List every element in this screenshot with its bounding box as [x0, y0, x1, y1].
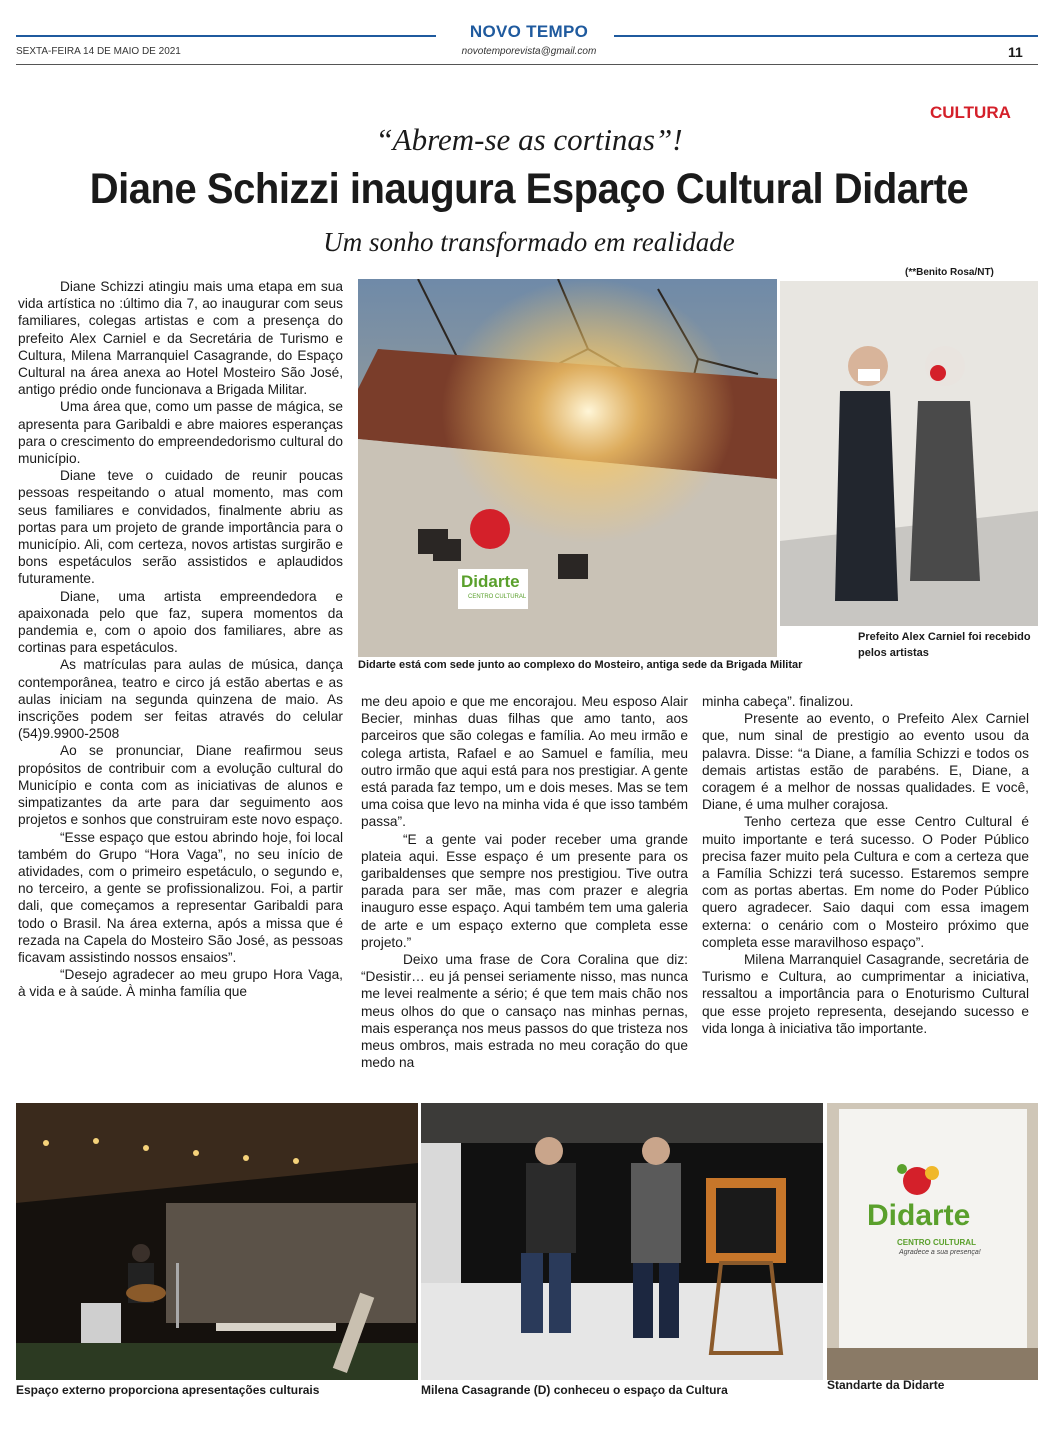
article-column-1: [18, 278, 343, 1001]
outdoor-photo: [16, 1103, 418, 1380]
article-column-2: [361, 693, 688, 1071]
banner-brand-text: Didarte: [867, 1199, 971, 1232]
paragraph: “E a gente vai poder receber uma grande plateia aqui. Esse espaço é um presente para os garibaldenses que sempre nos prestigiou. Tive outra parada para ser mãe, mas com prazer e alegria inauguro esse espaço. Aqui também tem uma galeria de arte e um espaço externo que completa esse projeto.”: [361, 831, 688, 950]
page-number: 11: [1008, 44, 1023, 60]
outdoor-photo-illustration: [16, 1103, 418, 1380]
article-column-3: [702, 693, 1029, 1037]
paragraph: me deu apoio e que me encorajou. Meu esposo Alair Becier, minhas duas filhas que amo tanto, aos parceiros que são colegas e família. Ao meu irmão e colega artista, Rafael e ao Samuel e família, meu outro irmão que aqui está para nos prestigiar. A gente está parada faz tempo, um e dois meses. Mas se tem uma coisa que levo na minha vida é que isso também passa”.: [361, 694, 688, 830]
paragraph: Milena Marranquiel Casagrande, secretária de Turismo e Cultura, ao cumprimentar a iniciativa, ressaltou a importância para o Enoturismo Cultural que esse projeto representa, desejando sucesso e vida longa à iniciativa tão importante.: [702, 952, 1029, 1036]
building-photo-illustration: [358, 279, 777, 657]
sign-sub-text: CENTRO CULTURAL: [468, 594, 527, 600]
publication-name: NOVO TEMPO: [469, 22, 589, 41]
mayor-photo-caption: Prefeito Alex Carniel foi recebido pelos artistas: [858, 631, 1031, 659]
section-label: CULTURA: [930, 103, 1011, 122]
masthead-rule-left: [16, 35, 436, 37]
gallery-photo-illustration: [421, 1103, 823, 1380]
paragraph: Deixo uma frase de Cora Coralina que diz: “Desistir… eu já pensei seriamente nisso, mas nunca me levei realmente a sério; é que tem mais chão nos meus olhos do que o cansaço nas minhas pernas, mais esperança nos meus passos do que tristeza nos meus ombros, mais estrada no meu coração do que medo na: [361, 952, 688, 1071]
gallery-photo: [421, 1103, 823, 1380]
outdoor-photo-caption: Espaço externo proporciona apresentações culturais: [16, 1383, 320, 1397]
gallery-photo-caption: Milena Casagrande (D) conheceu o espaço da Cultura: [421, 1383, 728, 1397]
paragraph: “Esse espaço que estou abrindo hoje, foi local também do Grupo “Hora Vaga”, no seu início de atividades, com o primeiro espetáculo, o segundo e, no terceiro, a gente se profissionalizou. Foi, a partir dali, que começamos a representar Garibaldi para todo o Brasil. Na área externa, após a missa que é rezada na Capela do Mosteiro São José, as pessoas ficavam assistindo nossos ensaios”.: [18, 829, 343, 965]
paragraph: “Desejo agradecer ao meu grupo Hora Vaga, à vida e à saúde. À minha família que: [18, 967, 343, 1000]
banner-photo: [827, 1103, 1038, 1380]
paragraph: Tenho certeza que esse Centro Cultural é muito importante e terá sucesso. O Poder Público precisa fazer muito pela Cultura e com a certeza que a Família Schizzi terá sucesso. Estaremos sempre com as portas abertas. Em nome do Poder Público quero agradecer. Saio daqui com essa imagem externa: o cenário com o Mosteiro próximo que completa esse maravilhoso espaço”.: [702, 814, 1029, 950]
paragraph: Presente ao evento, o Prefeito Alex Carniel que, num sinal de prestigio ao evento usou da palavra. Disse: “a Diane, a família Schizzi e todos os demais artistas estão de parabéns. E, Diane, a coragem é a melhor de nossas qualidades. E você, Diane, é uma mulher corajosa.: [702, 711, 1029, 813]
masthead-rule-right: [614, 35, 1038, 37]
building-photo-caption: Didarte está com sede junto ao complexo do Mosteiro, antiga sede da Brigada Militar: [358, 659, 803, 671]
article-headline: Diane Schizzi inaugura Espaço Cultural Didarte: [89, 165, 969, 213]
paragraph: Uma área que, como um passe de mágica, se apresenta para Garibaldi e abre maiores esperanças para o crescimento do empreendedorismo cultural do município.: [18, 399, 343, 467]
paragraph: As matrículas para aulas de música, dança contemporânea, teatro e circo já estão abertas e as aulas iniciam na segunda quinzena de maio. As inscrições podem ser feitas através do celular (54)9.9900-2508: [18, 657, 343, 742]
paragraph: Ao se pronunciar, Diane reafirmou seus propósitos de contribuir com a evolução cultural do Município e conta com as iniciativas de alunos e simpatizantes da arte para dar seguimento aos projetos e sonhos que construiram este novo espaço.: [18, 743, 343, 828]
paragraph: Diane Schizzi atingiu mais uma etapa em sua vida artística no :último dia 7, ao inaugurar com seus familiares, colegas artistas e com a presença do prefeito Alex Carniel e da Secretária de Turismo e Cultura, Milena Marranquiel Casagrande, do Espaço Cultural na área anexa ao Hotel Mosteiro São José, antigo prédio onde funcionava a Brigada Militar.: [18, 279, 343, 398]
article-deck: Um sonho transformado em realidade: [323, 227, 735, 257]
issue-date: SEXTA-FEIRA 14 DE MAIO DE 2021: [16, 46, 181, 57]
banner-sub-text: CENTRO CULTURAL: [897, 1238, 976, 1247]
building-photo: [358, 279, 777, 657]
photo-credit: (**Benito Rosa/NT): [905, 267, 994, 278]
masthead-divider: [16, 64, 1038, 65]
contact-email: novotemporevista@gmail.com: [461, 46, 597, 57]
sign-brand-text: Didarte: [461, 572, 520, 591]
paragraph: Diane teve o cuidado de reunir poucas pessoas respeitando o atual momento, mas com seus familiares e convidados, finalmente abriu as portas para um projeto de grande importância para o município. Ali, com certeza, novos artistas surgirão e bons espetáculos serão assistidos e aplaudidos futuramente.: [18, 468, 343, 587]
banner-tagline: Agradece a sua presença!: [899, 1249, 981, 1256]
paragraph: minha cabeça”. finalizou.: [702, 694, 854, 709]
paragraph: Diane, uma artista empreendedora e apaixonada pelo que faz, supera momentos da pandemia e, com o apoio dos familiares, abre as cortinas para espetáculos.: [18, 588, 343, 656]
mayor-photo: [780, 281, 1038, 626]
banner-photo-caption: Standarte da Didarte: [827, 1378, 945, 1392]
mayor-photo-illustration: [780, 281, 1038, 626]
article-kicker: “Abrem-se as cortinas”!: [375, 122, 683, 157]
